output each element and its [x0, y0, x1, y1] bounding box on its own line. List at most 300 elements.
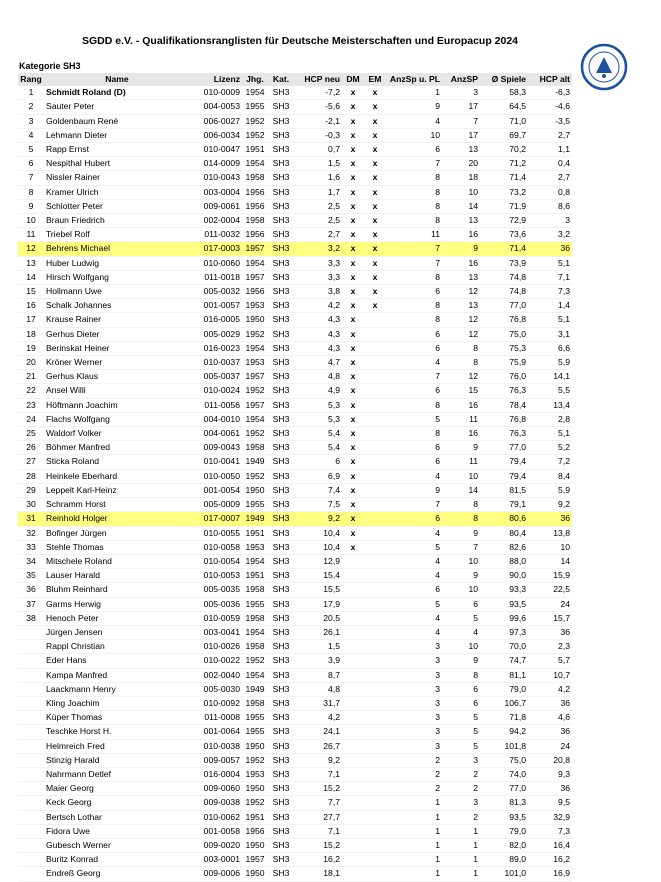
games-placed-cell: 6: [386, 512, 442, 526]
average-score-cell: 93,5: [480, 810, 528, 824]
games-count-cell: 1: [442, 824, 480, 838]
games-placed-cell: 3: [386, 668, 442, 682]
games-placed-cell: 1: [386, 867, 442, 881]
category-cell: SH3: [268, 199, 294, 213]
hcp-new-cell: 4,8: [294, 370, 342, 384]
games-count-cell: 3: [442, 753, 480, 767]
category-cell: SH3: [268, 100, 294, 114]
dm-cell: [342, 739, 364, 753]
games-placed-cell: 7: [386, 157, 442, 171]
birth-year-cell: 1955: [242, 100, 268, 114]
category-cell: SH3: [268, 256, 294, 270]
games-placed-cell: 8: [386, 427, 442, 441]
games-placed-cell: 6: [386, 441, 442, 455]
license-cell: 004-0061: [190, 427, 242, 441]
header-rang: Rang: [20, 74, 42, 84]
em-cell: [364, 810, 386, 824]
games-placed-cell: 2: [386, 767, 442, 781]
category-cell: SH3: [268, 654, 294, 668]
dm-cell: x: [342, 285, 364, 299]
em-cell: [364, 597, 386, 611]
rank-cell: [18, 625, 44, 639]
em-cell: [364, 782, 386, 796]
dm-cell: [342, 654, 364, 668]
birth-year-cell: 1951: [242, 526, 268, 540]
games-placed-cell: 1: [386, 810, 442, 824]
dm-cell: [342, 696, 364, 710]
dm-cell: x: [342, 100, 364, 114]
table-row: [18, 199, 572, 213]
category-cell: SH3: [268, 711, 294, 725]
table-row: [18, 114, 572, 128]
dm-cell: x: [342, 143, 364, 157]
em-cell: [364, 341, 386, 355]
category-cell: SH3: [268, 767, 294, 781]
birth-year-cell: 1955: [242, 725, 268, 739]
license-cell: 010-0022: [190, 654, 242, 668]
games-count-cell: 9: [442, 526, 480, 540]
average-score-cell: 76,8: [480, 412, 528, 426]
average-score-cell: 75,0: [480, 753, 528, 767]
category-cell: SH3: [268, 313, 294, 327]
rank-cell: 22: [18, 384, 44, 398]
category-cell: SH3: [268, 625, 294, 639]
games-placed-cell: 4: [386, 625, 442, 639]
rank-cell: [18, 654, 44, 668]
table-row: [18, 285, 572, 299]
category-cell: SH3: [268, 427, 294, 441]
rank-cell: [18, 753, 44, 767]
hcp-old-cell: 16,9: [528, 867, 572, 881]
games-placed-cell: 7: [386, 242, 442, 256]
birth-year-cell: 1956: [242, 185, 268, 199]
birth-year-cell: 1952: [242, 796, 268, 810]
em-cell: x: [364, 128, 386, 142]
hcp-old-cell: 36: [528, 242, 572, 256]
name-cell: Lauser Harald: [44, 569, 190, 583]
category-cell: SH3: [268, 455, 294, 469]
dm-cell: [342, 867, 364, 881]
license-cell: 001-0054: [190, 483, 242, 497]
rank-cell: 37: [18, 597, 44, 611]
name-cell: Heinkele Eberhard: [44, 469, 190, 483]
games-placed-cell: 3: [386, 654, 442, 668]
games-placed-cell: 4: [386, 611, 442, 625]
dm-cell: x: [342, 242, 364, 256]
rank-cell: [18, 711, 44, 725]
em-cell: [364, 512, 386, 526]
dm-cell: [342, 753, 364, 767]
em-cell: x: [364, 143, 386, 157]
birth-year-cell: 1957: [242, 853, 268, 867]
em-cell: [364, 540, 386, 554]
hcp-old-cell: 16,4: [528, 838, 572, 852]
table-row: [18, 270, 572, 284]
dm-cell: x: [342, 185, 364, 199]
hcp-old-cell: 5,1: [528, 313, 572, 327]
table-row: [18, 767, 572, 781]
license-cell: 005-0037: [190, 370, 242, 384]
em-cell: x: [364, 114, 386, 128]
name-cell: Braun Friedrich: [44, 214, 190, 228]
dm-cell: [342, 824, 364, 838]
hcp-new-cell: 7,7: [294, 796, 342, 810]
dm-cell: x: [342, 256, 364, 270]
games-placed-cell: 1: [386, 838, 442, 852]
hcp-old-cell: 2,3: [528, 640, 572, 654]
rank-cell: [18, 867, 44, 881]
rank-cell: 26: [18, 441, 44, 455]
license-cell: 017-0007: [190, 512, 242, 526]
games-count-cell: 15: [442, 384, 480, 398]
birth-year-cell: 1957: [242, 270, 268, 284]
games-placed-cell: 6: [386, 285, 442, 299]
license-cell: 004-0053: [190, 100, 242, 114]
dm-cell: [342, 711, 364, 725]
category-cell: SH3: [268, 441, 294, 455]
name-cell: Schramm Horst: [44, 498, 190, 512]
hcp-old-cell: 20,8: [528, 753, 572, 767]
name-cell: Gerhus Klaus: [44, 370, 190, 384]
average-score-cell: 106,7: [480, 696, 528, 710]
category-cell: SH3: [268, 114, 294, 128]
hcp-old-cell: 14: [528, 554, 572, 568]
birth-year-cell: 1951: [242, 143, 268, 157]
name-cell: Stinzig Harald: [44, 753, 190, 767]
license-cell: 010-0053: [190, 569, 242, 583]
games-count-cell: 10: [442, 185, 480, 199]
name-cell: Rappl Christian: [44, 640, 190, 654]
license-cell: 005-0032: [190, 285, 242, 299]
table-row: [18, 228, 572, 242]
games-count-cell: 5: [442, 711, 480, 725]
average-score-cell: 89,0: [480, 853, 528, 867]
dm-cell: x: [342, 228, 364, 242]
rank-cell: 13: [18, 256, 44, 270]
average-score-cell: 71,2: [480, 157, 528, 171]
category-cell: SH3: [268, 838, 294, 852]
em-cell: [364, 583, 386, 597]
average-score-cell: 75,0: [480, 327, 528, 341]
name-cell: Behrens Michael: [44, 242, 190, 256]
hcp-old-cell: -6,3: [528, 86, 572, 100]
hcp-new-cell: 16,2: [294, 853, 342, 867]
birth-year-cell: 1953: [242, 356, 268, 370]
table-row: [18, 526, 572, 540]
rank-cell: 38: [18, 611, 44, 625]
license-cell: 011-0018: [190, 270, 242, 284]
hcp-new-cell: 3,8: [294, 285, 342, 299]
games-count-cell: 7: [442, 540, 480, 554]
rank-cell: [18, 853, 44, 867]
rank-cell: 4: [18, 128, 44, 142]
average-score-cell: 77,0: [480, 441, 528, 455]
em-cell: [364, 711, 386, 725]
hcp-new-cell: 27,7: [294, 810, 342, 824]
birth-year-cell: 1952: [242, 327, 268, 341]
table-row: [18, 739, 572, 753]
games-placed-cell: 8: [386, 199, 442, 213]
header-em: EM: [368, 74, 382, 84]
average-score-cell: 76,0: [480, 370, 528, 384]
category-cell: SH3: [268, 128, 294, 142]
hcp-old-cell: 14,1: [528, 370, 572, 384]
games-placed-cell: 1: [386, 853, 442, 867]
average-score-cell: 64,5: [480, 100, 528, 114]
average-score-cell: 99,6: [480, 611, 528, 625]
table-row: [18, 143, 572, 157]
table-row: [18, 185, 572, 199]
hcp-new-cell: 5,4: [294, 441, 342, 455]
category-cell: SH3: [268, 824, 294, 838]
average-score-cell: 71,8: [480, 711, 528, 725]
birth-year-cell: 1958: [242, 214, 268, 228]
games-count-cell: 1: [442, 867, 480, 881]
em-cell: [364, 682, 386, 696]
name-cell: Maier Georg: [44, 782, 190, 796]
games-count-cell: 12: [442, 370, 480, 384]
dm-cell: x: [342, 512, 364, 526]
name-cell: Hollmann Uwe: [44, 285, 190, 299]
rank-cell: [18, 696, 44, 710]
games-placed-cell: 4: [386, 569, 442, 583]
category-cell: SH3: [268, 540, 294, 554]
rank-cell: 19: [18, 341, 44, 355]
hcp-new-cell: 5,3: [294, 412, 342, 426]
rank-cell: 30: [18, 498, 44, 512]
birth-year-cell: 1953: [242, 767, 268, 781]
games-count-cell: 9: [442, 569, 480, 583]
games-placed-cell: 2: [386, 782, 442, 796]
average-score-cell: 76,8: [480, 313, 528, 327]
em-cell: [364, 398, 386, 412]
rank-cell: [18, 682, 44, 696]
birth-year-cell: 1951: [242, 569, 268, 583]
games-placed-cell: 1: [386, 824, 442, 838]
rank-cell: [18, 796, 44, 810]
em-cell: x: [364, 256, 386, 270]
rank-cell: 6: [18, 157, 44, 171]
birth-year-cell: 1954: [242, 157, 268, 171]
name-cell: Gerhus Dieter: [44, 327, 190, 341]
license-cell: 014-0009: [190, 157, 242, 171]
birth-year-cell: 1949: [242, 455, 268, 469]
license-cell: 010-0043: [190, 171, 242, 185]
average-score-cell: 73,9: [480, 256, 528, 270]
games-count-cell: 16: [442, 427, 480, 441]
hcp-new-cell: -2,1: [294, 114, 342, 128]
dm-cell: [342, 838, 364, 852]
license-cell: 004-0010: [190, 412, 242, 426]
games-placed-cell: 4: [386, 356, 442, 370]
rank-cell: [18, 838, 44, 852]
dm-cell: x: [342, 313, 364, 327]
games-placed-cell: 3: [386, 640, 442, 654]
hcp-old-cell: -3,5: [528, 114, 572, 128]
dm-cell: x: [342, 157, 364, 171]
rank-cell: 24: [18, 412, 44, 426]
average-score-cell: 97,3: [480, 625, 528, 639]
license-cell: 010-0037: [190, 356, 242, 370]
em-cell: x: [364, 185, 386, 199]
games-placed-cell: 3: [386, 696, 442, 710]
hcp-old-cell: 9,5: [528, 796, 572, 810]
hcp-old-cell: 0,8: [528, 185, 572, 199]
table-row: [18, 540, 572, 554]
hcp-old-cell: 6,6: [528, 341, 572, 355]
dm-cell: x: [342, 327, 364, 341]
em-cell: x: [364, 100, 386, 114]
hcp-old-cell: 8,4: [528, 469, 572, 483]
hcp-new-cell: 2,7: [294, 228, 342, 242]
games-placed-cell: 8: [386, 299, 442, 313]
hcp-old-cell: 3,1: [528, 327, 572, 341]
rank-cell: [18, 725, 44, 739]
birth-year-cell: 1952: [242, 654, 268, 668]
hcp-old-cell: 5,7: [528, 654, 572, 668]
em-cell: [364, 554, 386, 568]
em-cell: x: [364, 157, 386, 171]
name-cell: Sauter Peter: [44, 100, 190, 114]
em-cell: x: [364, 228, 386, 242]
name-cell: Huber Ludwig: [44, 256, 190, 270]
hcp-old-cell: 5,9: [528, 483, 572, 497]
table-row: [18, 157, 572, 171]
category-cell: SH3: [268, 583, 294, 597]
license-cell: 010-0060: [190, 256, 242, 270]
games-count-cell: 5: [442, 611, 480, 625]
dm-cell: [342, 640, 364, 654]
birth-year-cell: 1952: [242, 427, 268, 441]
header-hcp-alt: HCP alt: [539, 74, 570, 84]
em-cell: [364, 384, 386, 398]
license-cell: 010-0024: [190, 384, 242, 398]
name-cell: Schalk Johannes: [44, 299, 190, 313]
header-avg-spiele: Ø Spiele: [491, 74, 526, 84]
table-row: [18, 583, 572, 597]
rank-cell: 2: [18, 100, 44, 114]
hcp-old-cell: 13,4: [528, 398, 572, 412]
games-count-cell: 8: [442, 498, 480, 512]
rank-cell: 27: [18, 455, 44, 469]
license-cell: 009-0006: [190, 867, 242, 881]
name-cell: Helmreich Fred: [44, 739, 190, 753]
rank-cell: 28: [18, 469, 44, 483]
rank-cell: [18, 810, 44, 824]
name-cell: Teschke Horst H.: [44, 725, 190, 739]
hcp-old-cell: 7,3: [528, 285, 572, 299]
birth-year-cell: 1950: [242, 739, 268, 753]
hcp-new-cell: 31,7: [294, 696, 342, 710]
header-hcp-neu: HCP neu: [304, 74, 340, 84]
rank-cell: 16: [18, 299, 44, 313]
table-row: [18, 625, 572, 639]
license-cell: 001-0058: [190, 824, 242, 838]
table-row: [18, 469, 572, 483]
em-cell: x: [364, 214, 386, 228]
average-score-cell: 71,4: [480, 242, 528, 256]
birth-year-cell: 1950: [242, 782, 268, 796]
name-cell: Garms Herwig: [44, 597, 190, 611]
dm-cell: x: [342, 384, 364, 398]
license-cell: 010-0059: [190, 611, 242, 625]
license-cell: 005-0035: [190, 583, 242, 597]
hcp-old-cell: 22,5: [528, 583, 572, 597]
average-score-cell: 79,4: [480, 469, 528, 483]
table-row: [18, 824, 572, 838]
em-cell: [364, 824, 386, 838]
hcp-new-cell: 4,2: [294, 711, 342, 725]
dm-cell: x: [342, 299, 364, 313]
em-cell: x: [364, 270, 386, 284]
table-row: [18, 256, 572, 270]
table-row: [18, 356, 572, 370]
hcp-old-cell: 7,1: [528, 270, 572, 284]
category-cell: SH3: [268, 327, 294, 341]
games-placed-cell: 6: [386, 341, 442, 355]
category-cell: SH3: [268, 682, 294, 696]
birth-year-cell: 1950: [242, 867, 268, 881]
name-cell: Kramer Ulrich: [44, 185, 190, 199]
average-score-cell: 88,0: [480, 554, 528, 568]
license-cell: 003-0041: [190, 625, 242, 639]
birth-year-cell: 1954: [242, 554, 268, 568]
hcp-old-cell: 24: [528, 739, 572, 753]
table-row: [18, 483, 572, 497]
games-placed-cell: 8: [386, 214, 442, 228]
games-count-cell: 1: [442, 838, 480, 852]
average-score-cell: 77,0: [480, 782, 528, 796]
games-placed-cell: 7: [386, 256, 442, 270]
license-cell: 009-0061: [190, 199, 242, 213]
table-row: [18, 554, 572, 568]
birth-year-cell: 1954: [242, 341, 268, 355]
birth-year-cell: 1955: [242, 597, 268, 611]
dm-cell: [342, 597, 364, 611]
table-row: [18, 427, 572, 441]
games-count-cell: 12: [442, 285, 480, 299]
hcp-old-cell: 1,1: [528, 143, 572, 157]
games-count-cell: 14: [442, 483, 480, 497]
table-row: [18, 341, 572, 355]
games-count-cell: 1: [442, 853, 480, 867]
category-cell: SH3: [268, 569, 294, 583]
hcp-new-cell: 1,5: [294, 157, 342, 171]
games-placed-cell: 4: [386, 114, 442, 128]
em-cell: x: [364, 199, 386, 213]
hcp-old-cell: 5,1: [528, 427, 572, 441]
name-cell: Nissler Rainer: [44, 171, 190, 185]
hcp-new-cell: 7,4: [294, 483, 342, 497]
category-cell: SH3: [268, 171, 294, 185]
hcp-new-cell: 17,9: [294, 597, 342, 611]
rank-cell: 17: [18, 313, 44, 327]
name-cell: Mitschele Roland: [44, 554, 190, 568]
name-cell: Schlotter Peter: [44, 199, 190, 213]
hcp-new-cell: 4,3: [294, 327, 342, 341]
license-cell: 005-0036: [190, 597, 242, 611]
name-cell: Buritz Konrad: [44, 853, 190, 867]
rank-cell: 29: [18, 483, 44, 497]
games-placed-cell: 11: [386, 228, 442, 242]
hcp-new-cell: 2,5: [294, 199, 342, 213]
category-cell: SH3: [268, 725, 294, 739]
birth-year-cell: 1952: [242, 384, 268, 398]
license-cell: 002-0004: [190, 214, 242, 228]
games-placed-cell: 6: [386, 384, 442, 398]
games-placed-cell: 7: [386, 498, 442, 512]
name-cell: Triebel Rolf: [44, 228, 190, 242]
